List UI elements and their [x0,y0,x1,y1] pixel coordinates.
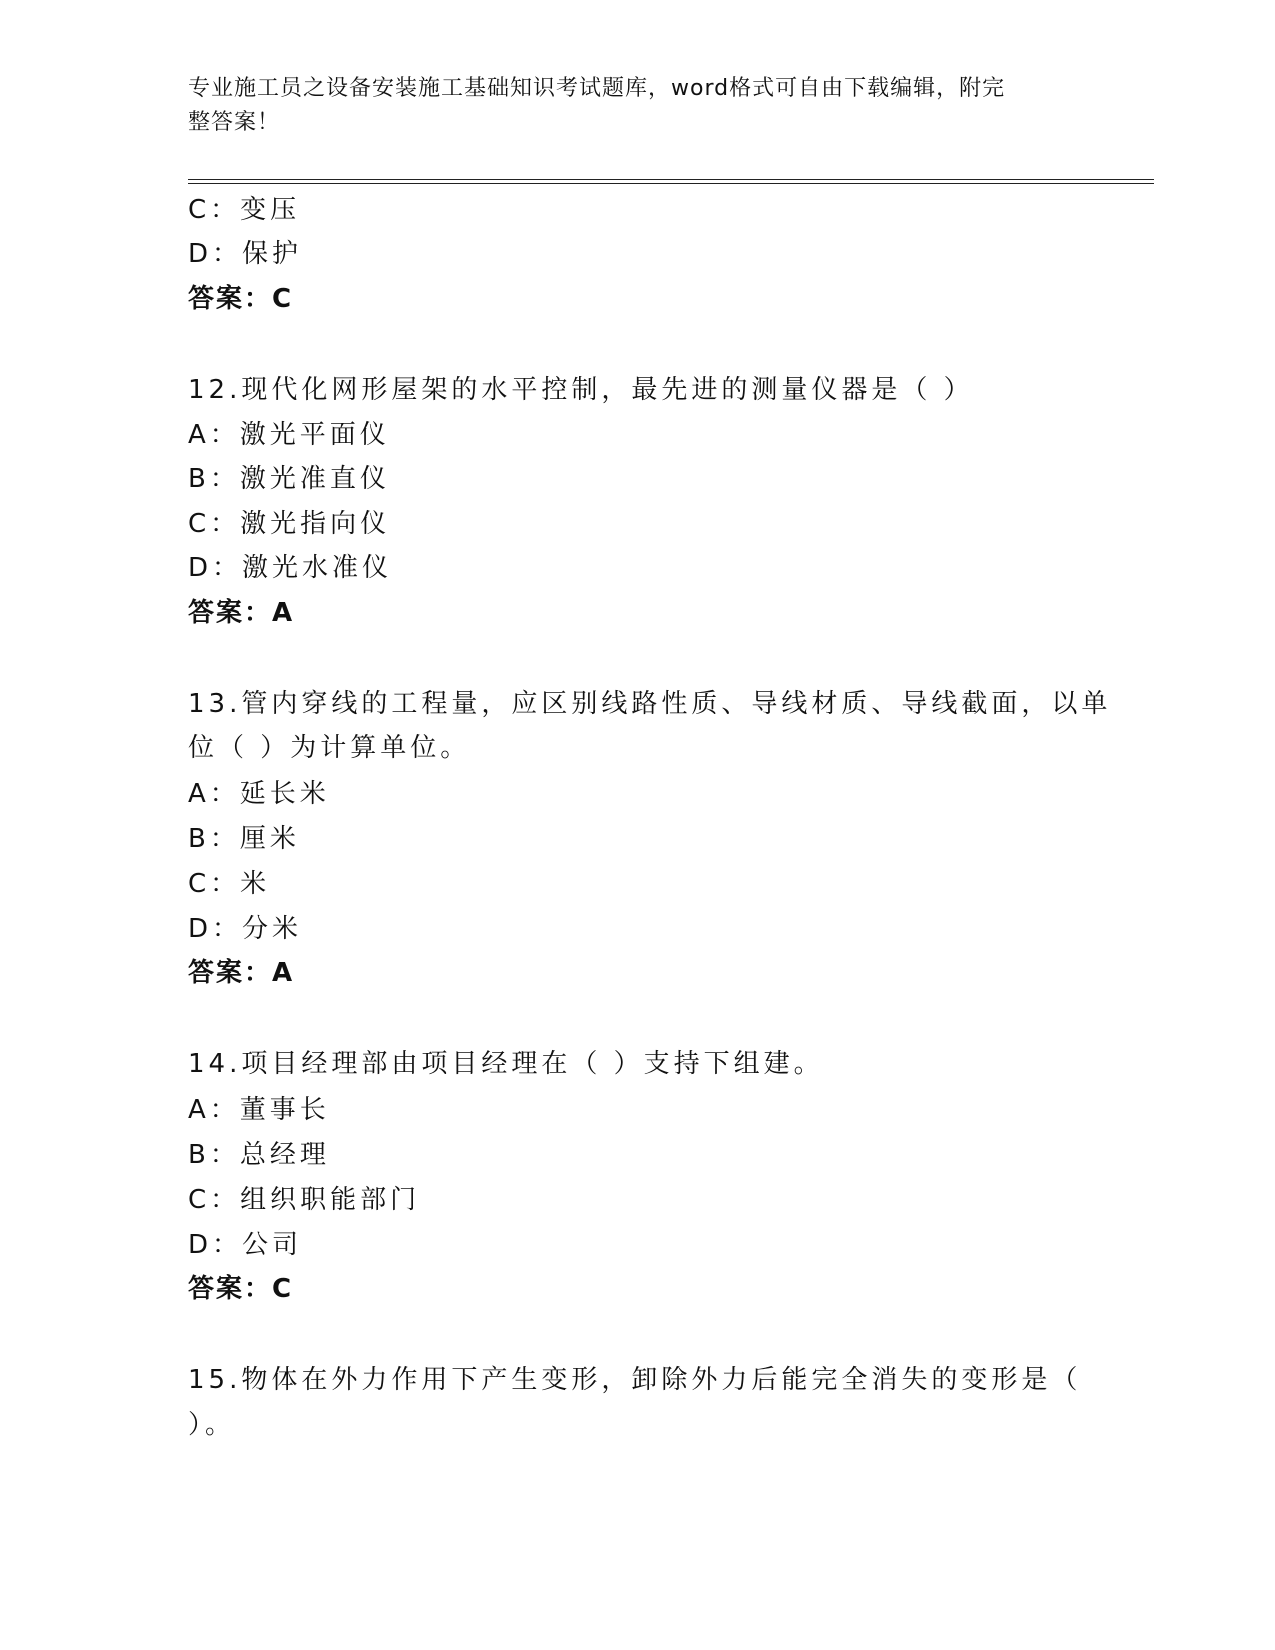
option-c-q12: C：激光指向仪 [188,509,391,539]
option-a-q12: A：激光平面仪 [188,420,390,450]
option-a-q14: A：董事长 [188,1095,330,1125]
answer-q13: 答案：A [188,958,295,988]
header-line-2: 整答案！ [188,110,281,135]
option-a-q13: A：延长米 [188,779,330,809]
question-15-line-2: ）。 [188,1410,236,1440]
answer-q12: 答案：A [188,598,295,628]
option-c-q11: C：变压 [188,195,301,225]
header-line-1: 专业施工员之设备安装施工基础知识考试题库，word格式可自由下载编辑，附完 [188,76,1006,101]
option-d-q12: D：激光水准仪 [188,553,393,583]
option-c-q14: C：组织职能部门 [188,1185,421,1215]
option-d-q14: D：公司 [188,1230,303,1260]
document-header [188,72,1068,140]
option-b-q12: B：激光准直仪 [188,464,390,494]
option-d-q11: D：保护 [188,239,303,269]
header-rule-bottom [188,183,1154,184]
answer-q14: 答案：C [188,1274,294,1304]
answer-q11: 答案：C [188,284,294,314]
question-15-line-1: 15.物体在外力作用下产生变形，卸除外力后能完全消失的变形是（ [188,1365,1082,1395]
question-13-line-2: 位（ ）为计算单位。 [188,733,471,763]
option-b-q14: B：总经理 [188,1140,330,1170]
option-c-q13: C：米 [188,869,271,899]
option-d-q13: D：分米 [188,914,303,944]
header-rule-top [188,179,1154,180]
question-13-line-1: 13.管内穿线的工程量，应区别线路性质、导线材质、导线截面，以单 [188,689,1112,719]
question-14: 14.项目经理部由项目经理在（ ）支持下组建。 [188,1049,824,1079]
question-12: 12.现代化网形屋架的水平控制，最先进的测量仪器是（ ） [188,375,974,405]
option-b-q13: B：厘米 [188,824,300,854]
